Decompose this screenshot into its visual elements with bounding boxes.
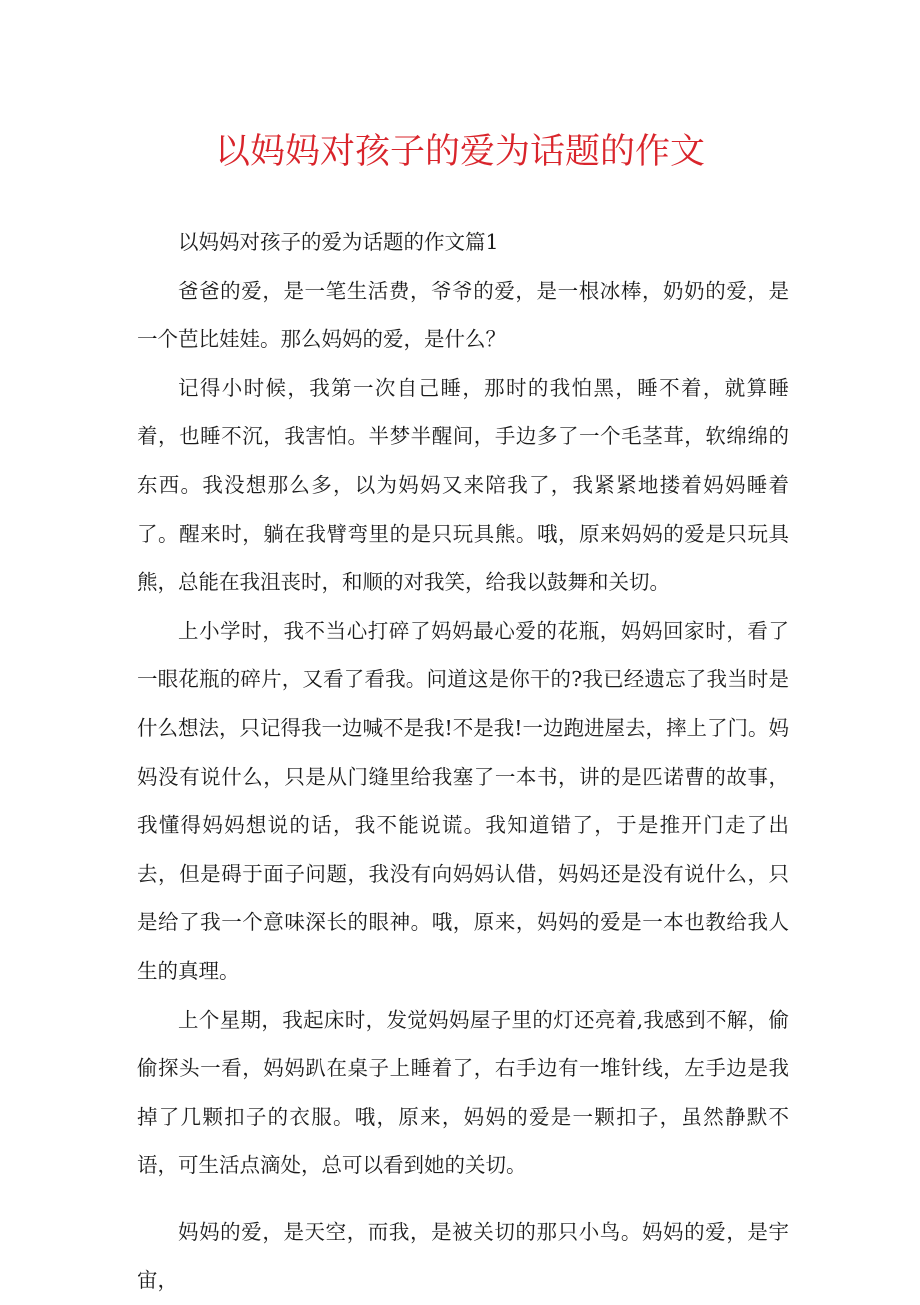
paragraph-2: 记得小时候，我第一次自己睡，那时的我怕黑，睡不着，就算睡着，也睡不沉，我害怕。半梦半醒间，手边多了一个毛茎茸，软绵绵的东西。我没想那么多，以为妈妈又来陪我了，我紧紧地搂着妈妈睡着了。醒来时，躺在我臂弯里的是只玩具熊。哦，原来妈妈的爱是只玩具熊，总能在我沮丧时，和顺的对我笑，给我以鼓舞和关切。	[137, 375, 789, 595]
paragraph-1: 爸爸的爱，是一笔生活费，爷爷的爱，是一根冰棒，奶奶的爱，是一个芭比娃娃。那么妈妈的爱，是什么？	[137, 278, 789, 352]
paragraph-3: 上小学时，我不当心打碎了妈妈最心爱的花瓶，妈妈回家时，看了一眼花瓶的碎片，又看了看我。问道这是你干的?我已经遗忘了我当时是什么想法，只记得我一边喊不是我!不是我!一边跑进屋去，摔上了门。妈妈没有说什么，只是从门缝里给我塞了一本书，讲的是匹诺曹的故事，我懂得妈妈想说的话，我不能说谎。我知道错了，于是推开门走了出去，但是碍于面子问题，我没有向妈妈认借，妈妈还是没有说什么，只是给了我一个意味深长的眼神。哦，原来，妈妈的爱是一本也教给我人生的真理。	[137, 618, 789, 983]
document-body	[137, 218, 789, 1305]
paragraph-5: 妈妈的爱，是天空，而我，是被关切的那只小鸟。妈妈的爱，是宇宙，	[137, 1219, 789, 1293]
section-subtitle: 以妈妈对孩子的爱为话题的作文篇1	[178, 230, 499, 254]
document-title: 以妈妈对孩子的爱为话题的作文	[214, 132, 705, 172]
paragraph-4: 上个星期，我起床时，发觉妈妈屋子里的灯还亮着,我感到不解，偷偷探头一看，妈妈趴在桌子上睡着了，右手边有一堆针线，左手边是我掉了几颗扣子的衣服。哦，原来，妈妈的爱是一颗扣子，虽然静默不语，可生活点滴处，总可以看到她的关切。	[137, 1007, 789, 1178]
